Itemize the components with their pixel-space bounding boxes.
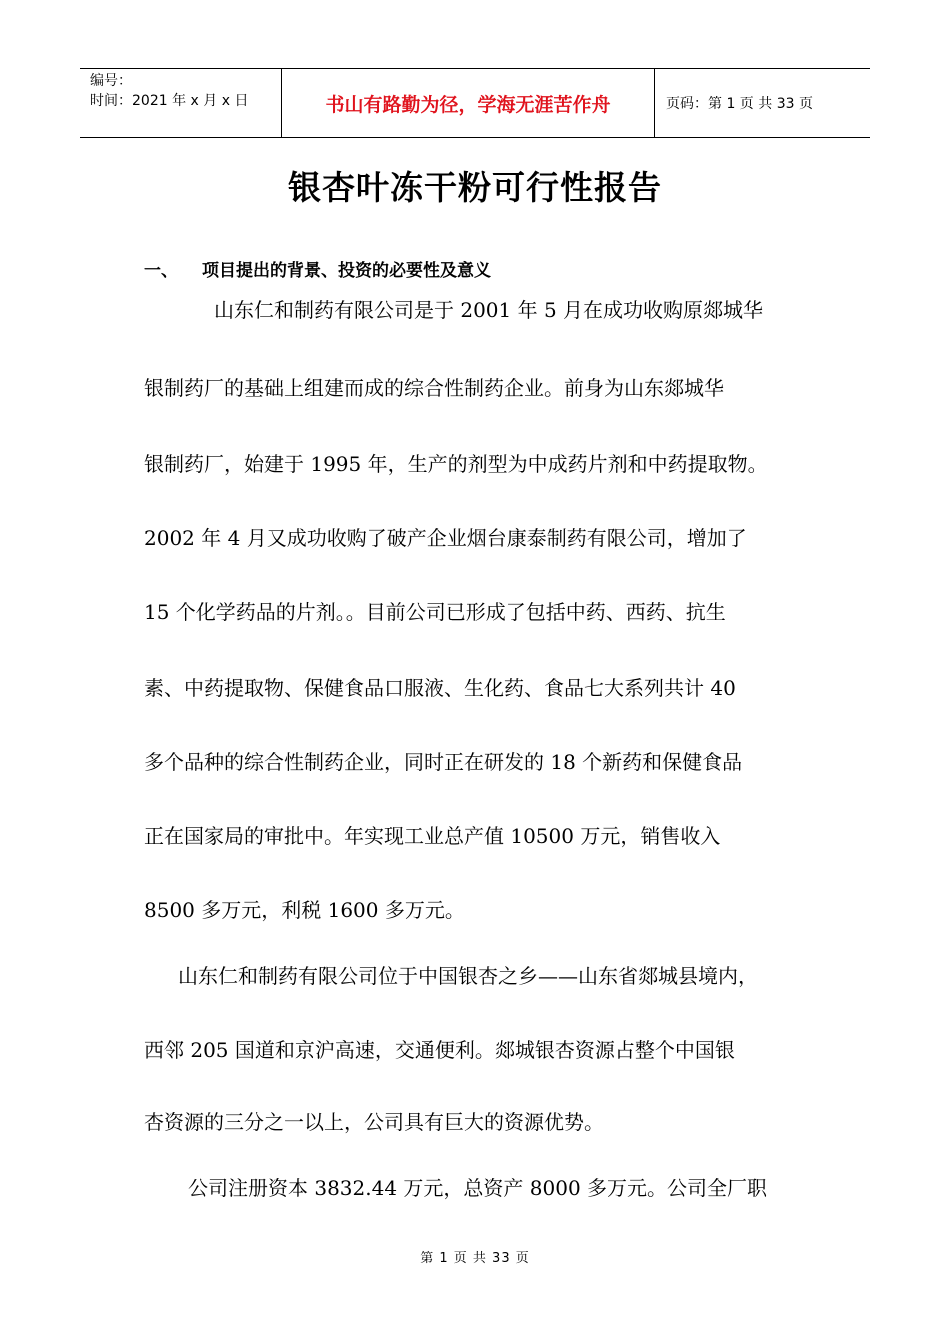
section-heading [144, 256, 491, 281]
document-title: 银杏叶冻干粉可行性报告 [288, 168, 662, 207]
header-motto: 书山有路勤为径，学海无涯苦作舟 [281, 69, 655, 137]
document-date: 时间：2021 年 x 月 x 日 [90, 93, 249, 109]
section-heading-text: 项目提出的背景、投资的必要性及意义 [202, 261, 491, 281]
body-line: 银制药厂的基础上组建而成的综合性制药企业。前身为山东郯城华 [144, 376, 724, 400]
header-page-info: 页码：第 1 页 共 33 页 [666, 96, 813, 112]
header-meta-cell [80, 69, 281, 137]
body-line: 正在国家局的审批中。年实现工业总产值 10500 万元，销售收入 [144, 824, 721, 848]
body-line: 多个品种的综合性制药企业，同时正在研发的 18 个新药和保健食品 [144, 750, 743, 774]
body-line: 山东仁和制药有限公司位于中国银杏之乡——山东省郯城县境内， [178, 964, 758, 988]
body-line: 15 个化学药品的片剂。。目前公司已形成了包括中药、西药、抗生 [144, 600, 726, 624]
body-line: 山东仁和制药有限公司是于 2001 年 5 月在成功收购原郯城华 [214, 298, 764, 322]
document-number-label: 编号： [90, 73, 132, 89]
section-number: 一、 [144, 261, 178, 281]
body-line: 素、中药提取物、保健食品口服液、生化药、食品七大系列共计 40 [144, 676, 736, 700]
body-line: 西邻 205 国道和京沪高速，交通便利。郯城银杏资源占整个中国银 [144, 1038, 735, 1062]
body-line: 2002 年 4 月又成功收购了破产企业烟台康泰制药有限公司，增加了 [144, 526, 747, 550]
body-line: 银制药厂，始建于 1995 年，生产的剂型为中成药片剂和中药提取物。 [144, 452, 768, 476]
page-footer: 第 1 页 共 33 页 [420, 1251, 530, 1266]
body-line: 杏资源的三分之一以上，公司具有巨大的资源优势。 [144, 1110, 604, 1134]
header-table [80, 68, 870, 138]
body-line: 公司注册资本 3832.44 万元，总资产 8000 多万元。公司全厂职 [188, 1176, 768, 1200]
body-line: 8500 多万元，利税 1600 多万元。 [144, 898, 465, 922]
